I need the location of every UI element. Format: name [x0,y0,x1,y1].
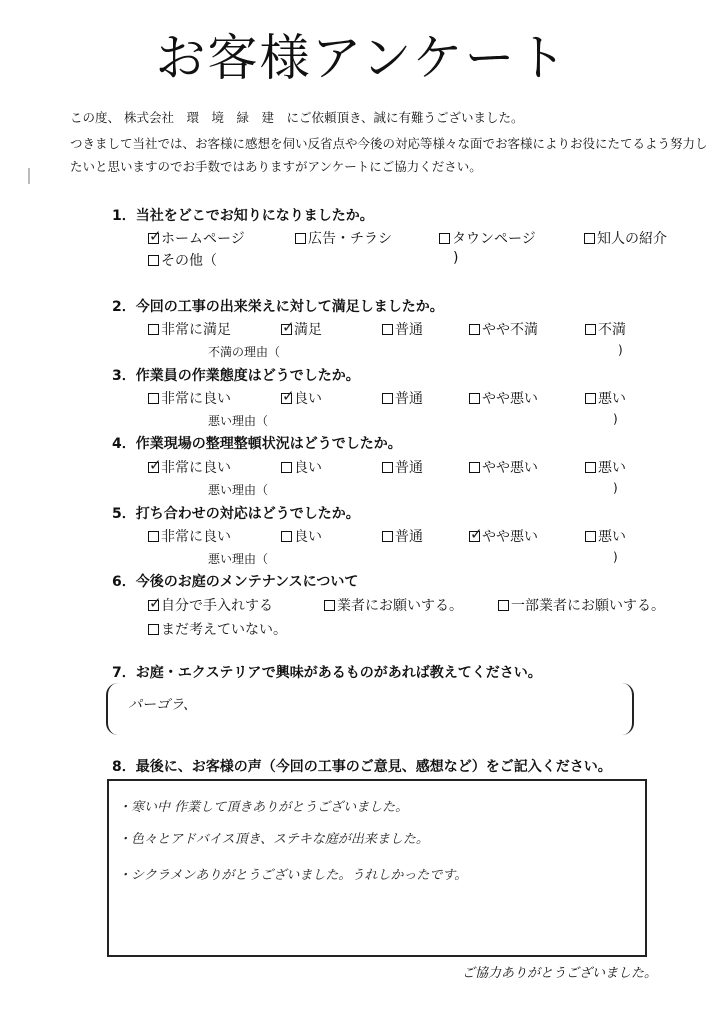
checkbox-icon[interactable] [382,462,393,473]
q5-option-good[interactable]: 良い [281,526,322,546]
q2-option-very-satisfied[interactable]: 非常に満足 [148,319,231,339]
q6-option-contractor[interactable]: 業者にお願いする。 [324,595,463,615]
q1-option-townpage[interactable]: タウンページ [439,228,536,248]
q3-reason-label: 悪い理由（ [208,414,269,428]
q3-reason-close: ) [613,412,618,426]
q8-answer-line-3: ・シクラメンありがとうございました。うれしかったです。 [118,868,468,883]
checkbox-icon[interactable] [585,462,596,473]
checkbox-icon[interactable] [281,531,292,542]
q5-option-somewhat-bad[interactable]: ✓ やや悪い [469,526,538,546]
checkbox-icon[interactable] [382,531,393,542]
q2-option-unsatisfied[interactable]: 不満 [585,319,626,339]
q2-reason-close: ) [618,343,623,357]
checkbox-checked-icon[interactable] [148,462,159,473]
scan-mark [28,168,30,184]
q1-option-other[interactable]: その他（ [148,250,217,270]
question-7: 7．お庭・エクステリアで興味があるものがあれば教えてください。 [112,665,542,681]
question-1: 1．当社をどこでお知りになりましたか。 [112,208,374,224]
checkbox-icon[interactable] [148,255,159,266]
checkbox-icon[interactable] [585,393,596,404]
q2-reason-label: 不満の理由（ [208,345,281,359]
checkbox-icon[interactable] [584,233,595,244]
question-4: 4．作業現場の整理整頓状況はどうでしたか。 [112,436,402,452]
q1-option-referral[interactable]: 知人の紹介 [584,228,667,248]
q1-option-ad[interactable]: 広告・チラシ [295,228,392,248]
q5-reason-close: ) [613,550,618,564]
q5-option-very-good[interactable]: 非常に良い [148,526,231,546]
q5-option-bad[interactable]: 悪い [585,526,626,546]
checkbox-icon[interactable] [382,324,393,335]
q3-option-bad[interactable]: 悪い [585,388,626,408]
closing-message: ご協力ありがとうございました。 [462,966,658,981]
checkbox-icon[interactable] [382,393,393,404]
checkbox-checked-icon[interactable] [469,531,480,542]
q8-answer-line-1: ・寒い中 作業して頂きありがとうございました。 [118,800,409,815]
checkbox-checked-icon[interactable] [148,600,159,611]
checkbox-icon[interactable] [585,531,596,542]
checkbox-icon[interactable] [469,393,480,404]
q4-reason-close: ) [613,481,618,495]
page-title: お客様アンケート [155,29,569,87]
q8-answer-line-2: ・色々とアドバイス頂き、ステキな庭が出来ました。 [118,832,429,847]
q6-option-partial-contractor[interactable]: 一部業者にお願いする。 [498,595,665,615]
question-2: 2．今回の工事の出来栄えに対して満足しましたか。 [112,299,444,315]
q3-option-somewhat-bad[interactable]: やや悪い [469,388,538,408]
q2-option-satisfied[interactable]: ✓ 満足 [281,319,322,339]
checkbox-icon[interactable] [439,233,450,244]
question-5: 5．打ち合わせの対応はどうでしたか。 [112,506,360,522]
intro-line-1: この度、 株式会社 環 境 緑 建 にご依頼頂き、誠に有難うございました。 [70,110,524,125]
checkbox-icon[interactable] [148,531,159,542]
q2-option-normal[interactable]: 普通 [382,319,423,339]
q6-option-undecided[interactable]: まだ考えていない。 [148,619,287,639]
q1-other-close: ) [453,250,459,266]
q3-option-good[interactable]: ✓ 良い [281,388,322,408]
q3-option-very-good[interactable]: 非常に良い [148,388,231,408]
checkbox-checked-icon[interactable] [281,393,292,404]
q1-option-homepage[interactable]: ✓ホームページ [148,228,245,248]
checkbox-checked-icon[interactable] [148,233,159,244]
question-3: 3．作業員の作業態度はどうでしたか。 [112,368,360,384]
q4-reason-label: 悪い理由（ [208,483,269,497]
q4-option-very-good[interactable]: ✓非常に良い [148,457,231,477]
checkbox-icon[interactable] [469,324,480,335]
q3-option-normal[interactable]: 普通 [382,388,423,408]
q4-option-good[interactable]: 良い [281,457,322,477]
checkbox-icon[interactable] [469,462,480,473]
question-8: 8．最後に、お客様の声（今回の工事のご意見、感想など）をご記入ください。 [112,759,612,775]
checkbox-icon[interactable] [498,600,509,611]
checkbox-icon[interactable] [148,624,159,635]
q6-option-self[interactable]: ✓自分で手入れする [148,595,273,615]
checkbox-icon[interactable] [585,324,596,335]
q5-reason-label: 悪い理由（ [208,552,269,566]
checkbox-icon[interactable] [148,324,159,335]
q4-option-bad[interactable]: 悪い [585,457,626,477]
checkbox-icon[interactable] [148,393,159,404]
checkbox-icon[interactable] [281,462,292,473]
q7-answer: パーゴラ、 [128,697,197,713]
q2-option-somewhat-unsatisfied[interactable]: やや不満 [469,319,538,339]
intro-line-2: つきまして当社では、お客様に感想を伺い反省点や今後の対応等様々な面でお客様によりお役にたてるよう努力し [70,136,708,151]
q5-option-normal[interactable]: 普通 [382,526,423,546]
q4-option-normal[interactable]: 普通 [382,457,423,477]
question-6: 6．今後のお庭のメンテナンスについて [112,574,359,590]
checkbox-icon[interactable] [295,233,306,244]
q4-option-somewhat-bad[interactable]: やや悪い [469,457,538,477]
checkbox-checked-icon[interactable] [281,324,292,335]
checkbox-icon[interactable] [324,600,335,611]
intro-line-3: たいと思いますのでお手数ではありますがアンケートにご協力ください。 [70,159,482,174]
